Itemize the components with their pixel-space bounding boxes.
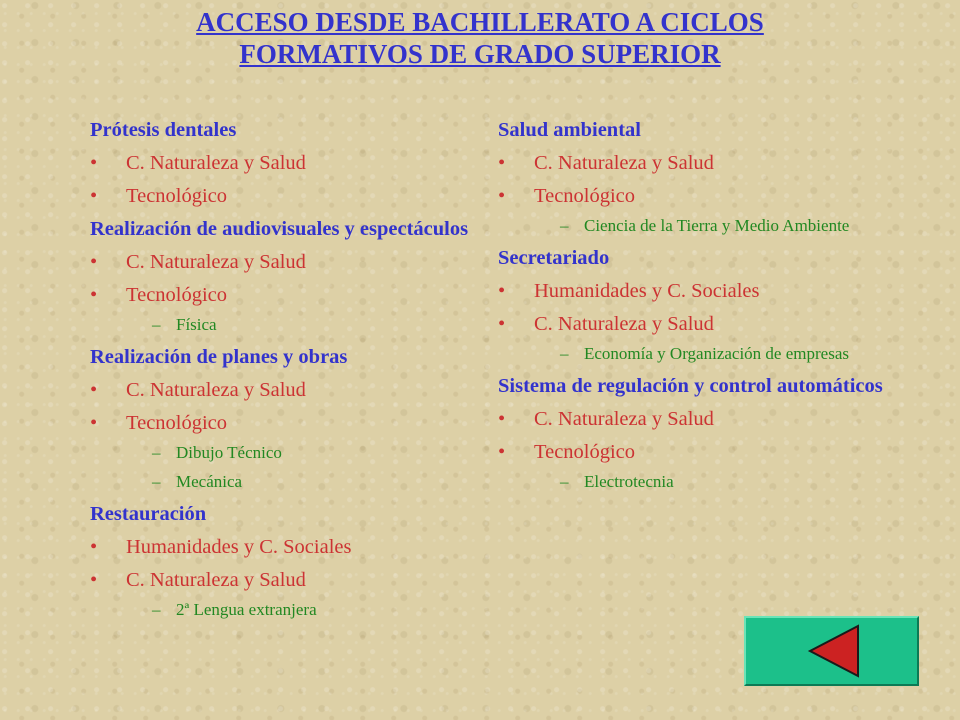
sub-list-item: – Física <box>90 314 490 335</box>
section-heading: Realización de audiovisuales y espectáculos <box>90 218 469 240</box>
section-heading: Restauración <box>90 503 207 525</box>
list-item: • C. Naturaleza y Salud <box>90 378 490 402</box>
list-item: • Tecnológico <box>498 440 898 464</box>
sub-list-item: – Dibujo Técnico <box>90 442 490 463</box>
list-item: • Humanidades y C. Sociales <box>498 279 898 303</box>
list-item: • Tecnológico <box>90 411 490 435</box>
page-title <box>0 6 960 70</box>
section-heading: Salud ambiental <box>498 119 641 141</box>
list-item: • Tecnológico <box>90 283 490 307</box>
triangle-left-icon <box>746 618 917 684</box>
list-item: • Tecnológico <box>90 184 490 208</box>
sub-list-item: – Mecánica <box>90 471 490 492</box>
right-column <box>498 118 898 502</box>
list-item: • Tecnológico <box>498 184 898 208</box>
list-item: • C. Naturaleza y Salud <box>90 151 490 175</box>
list-item: • C. Naturaleza y Salud <box>498 151 898 175</box>
sub-list-item: – 2ª Lengua extranjera <box>90 599 490 620</box>
section-heading: Realización de planes y obras <box>90 346 348 368</box>
list-item: • Humanidades y C. Sociales <box>90 535 490 559</box>
left-column <box>90 118 490 630</box>
section-heading: Secretariado <box>498 247 610 269</box>
section-heading: Prótesis dentales <box>90 119 237 141</box>
sub-list-item: – Ciencia de la Tierra y Medio Ambiente <box>498 215 898 236</box>
title-line-1: ACCESO DESDE BACHILLERATO A CICLOS <box>196 7 764 37</box>
sub-list-item: – Economía y Organización de empresas <box>498 343 898 364</box>
sub-list-item: – Electrotecnia <box>498 471 898 492</box>
list-item: • C. Naturaleza y Salud <box>90 568 490 592</box>
list-item: • C. Naturaleza y Salud <box>498 312 898 336</box>
section-heading: Sistema de regulación y control automáticos <box>498 375 883 397</box>
list-item: • C. Naturaleza y Salud <box>90 250 490 274</box>
title-line-2: FORMATIVOS DE GRADO SUPERIOR <box>239 39 721 69</box>
list-item: • C. Naturaleza y Salud <box>498 407 898 431</box>
back-button[interactable] <box>744 616 919 686</box>
